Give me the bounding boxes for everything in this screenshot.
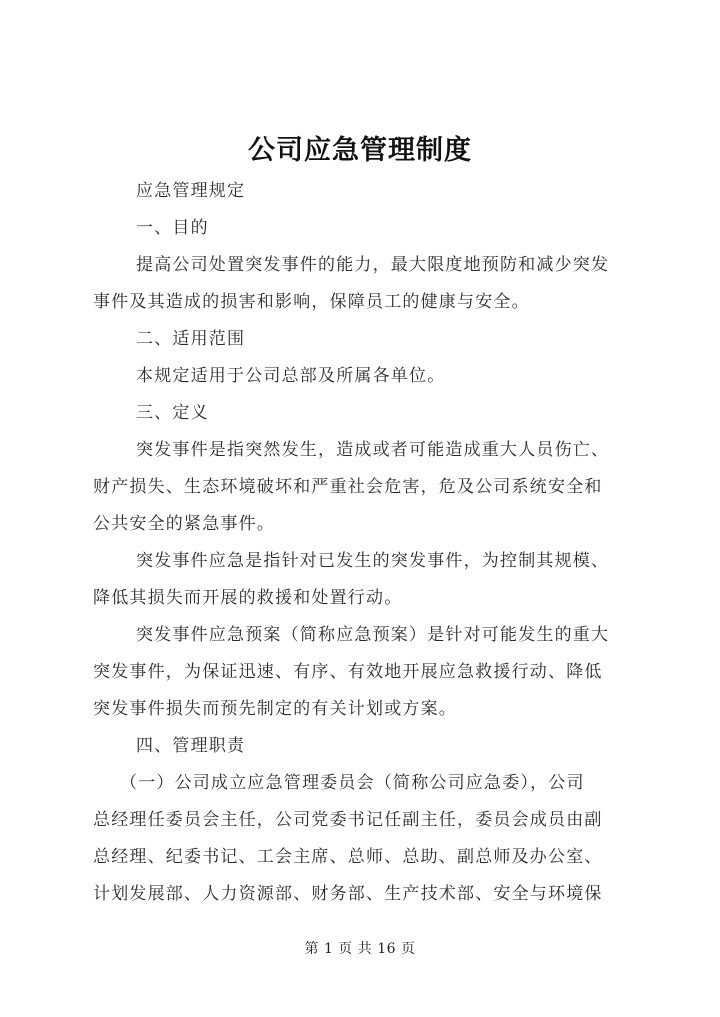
section-heading: 二、适用范围: [136, 329, 246, 349]
paragraph-line: 财产损失、生态环境破坏和严重社会危害，危及公司系统安全和: [93, 477, 603, 497]
paragraph-line: 总经理、纪委书记、工会主席、总师、总助、副总师及办公室、: [93, 847, 603, 867]
paragraph-line: 提高公司处置突发事件的能力，最大限度地预防和减少突发: [136, 255, 610, 275]
paragraph-line: 计划发展部、人力资源部、财务部、生产技术部、安全与环境保: [93, 884, 603, 904]
paragraph-line: （一）公司成立应急管理委员会（简称公司应急委），公司: [120, 773, 585, 793]
paragraph-line: 突发事件应急是指针对已发生的突发事件，为控制其规模、: [136, 551, 610, 571]
paragraph-line: 降低其损失而开展的救援和处置行动。: [93, 588, 403, 608]
page-number-footer: 第 1 页 共 16 页: [304, 941, 416, 957]
section-heading: 三、定义: [136, 403, 209, 423]
paragraph-line: 本规定适用于公司总部及所属各单位。: [136, 366, 446, 386]
paragraph-line: 突发事件，为保证迅速、有序、有效地开展应急救援行动、降低: [93, 662, 603, 682]
paragraph-line: 总经理任委员会主任，公司党委书记任副主任，委员会成员由副: [93, 810, 603, 830]
paragraph-line: 突发事件应急预案（简称应急预案）是针对可能发生的重大: [136, 625, 610, 645]
paragraph-line: 突发事件损失而预先制定的有关计划或方案。: [93, 699, 457, 719]
section-heading: 四、管理职责: [136, 736, 246, 756]
document-title: 公司应急管理制度: [248, 135, 472, 166]
paragraph-line: 公共安全的紧急事件。: [93, 514, 275, 534]
paragraph-line: 事件及其造成的损害和影响，保障员工的健康与安全。: [93, 292, 530, 312]
paragraph-line: 突发事件是指突然发生，造成或者可能造成重大人员伤亡、: [136, 440, 610, 460]
section-heading: 一、目的: [136, 218, 209, 238]
paragraph-line: 应急管理规定: [136, 181, 246, 201]
